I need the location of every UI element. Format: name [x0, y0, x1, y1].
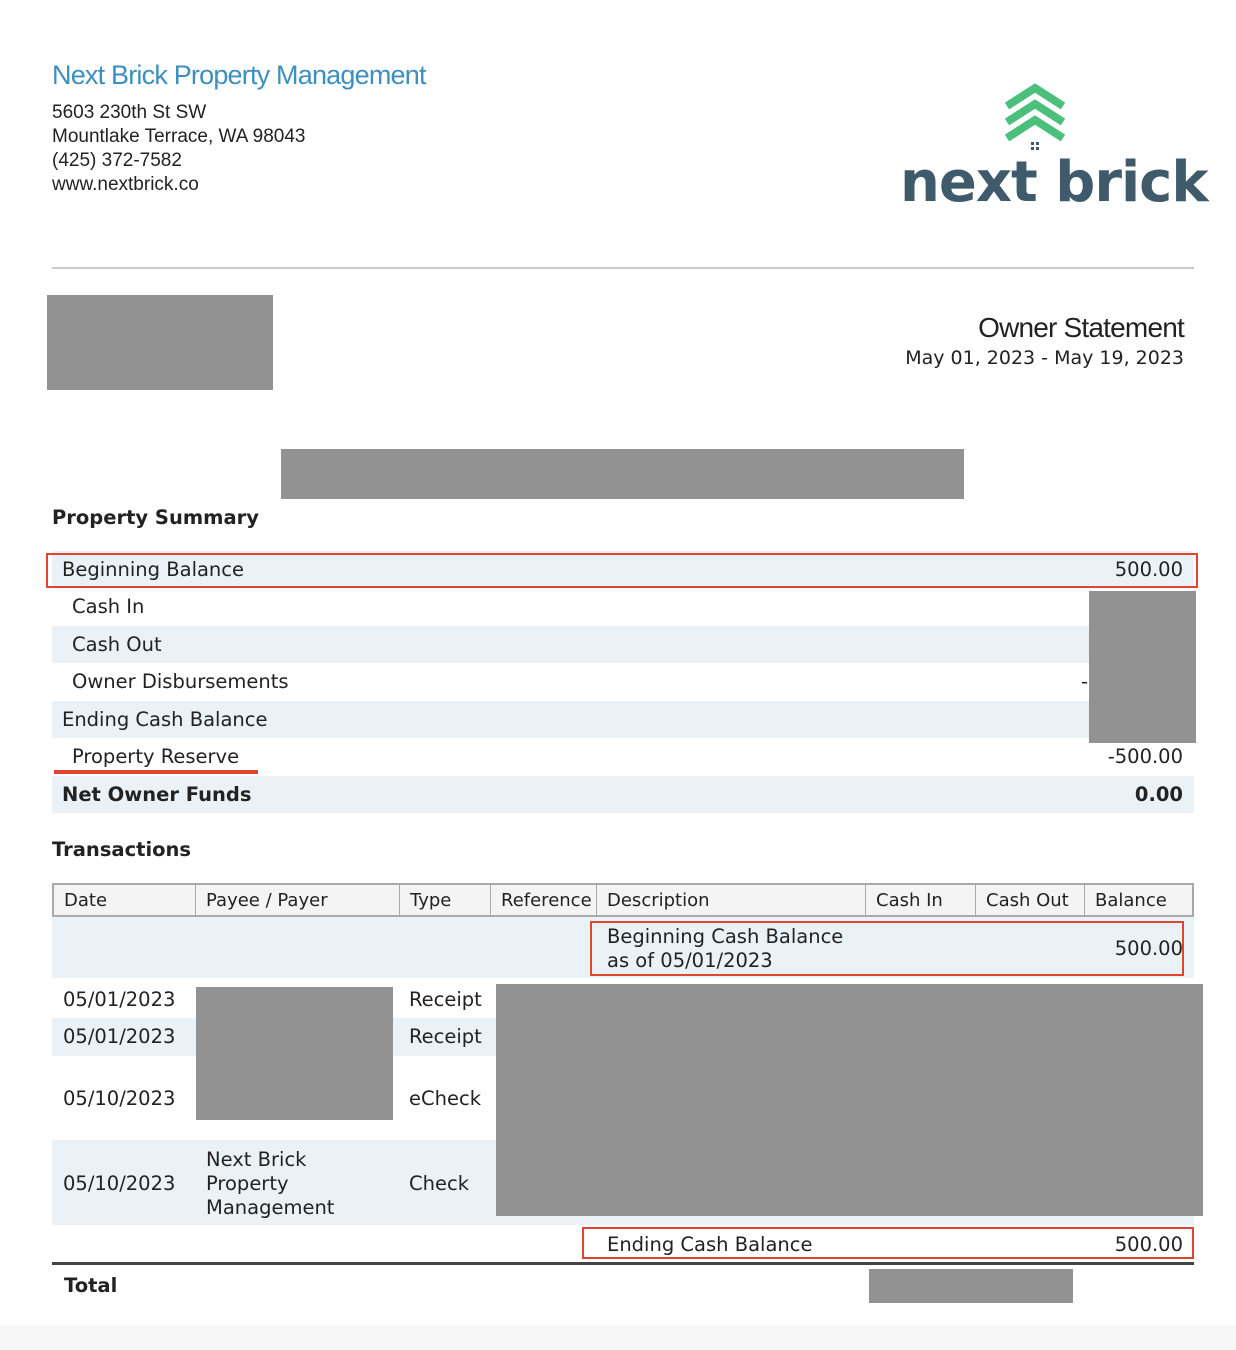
transactions-table-header: [52, 883, 1194, 917]
column-header-date: Date: [54, 885, 196, 915]
summary-row-cash-in: [52, 588, 1194, 625]
summary-label: Net Owner Funds: [62, 783, 252, 806]
total-label: Total: [64, 1274, 118, 1297]
header-divider: [52, 267, 1194, 269]
column-header-type: Type: [400, 885, 491, 915]
redacted-owner-info: [47, 295, 273, 390]
address-line-1: 5603 230th St SW: [52, 102, 207, 123]
summary-label: Cash In: [72, 595, 145, 618]
company-name: Next Brick Property Management: [52, 60, 426, 90]
summary-row-cash-out: [52, 626, 1194, 663]
property-summary-title: Property Summary: [52, 506, 259, 529]
redacted-payee-names: [196, 987, 393, 1120]
summary-label: Property Reserve: [72, 745, 240, 768]
statement-title: Owner Statement: [978, 312, 1184, 343]
column-header-reference: Reference: [491, 885, 597, 915]
transaction-date: 05/01/2023: [63, 1025, 176, 1048]
highlight-box-beginning-balance: [46, 553, 1198, 588]
ending-balance-value: 500.00: [1114, 1233, 1183, 1256]
transaction-type: eCheck: [409, 1087, 481, 1110]
redacted-transaction-details: [496, 984, 1203, 1216]
statement-date-range: May 01, 2023 - May 19, 2023: [905, 347, 1184, 369]
company-phone: (425) 372-7582: [52, 150, 182, 171]
column-header-cash-in: Cash In: [866, 885, 976, 915]
summary-row-ending-cash-balance: [52, 701, 1194, 738]
summary-label: Owner Disbursements: [72, 670, 289, 693]
summary-label: Ending Cash Balance: [62, 708, 268, 731]
logo-wordmark: next brick: [900, 150, 1208, 215]
column-header-payee: Payee / Payer: [196, 885, 400, 915]
transaction-date: 05/01/2023: [63, 988, 176, 1011]
redacted-total-values: [869, 1269, 1073, 1303]
transaction-payee-line3: Management: [206, 1196, 335, 1219]
beginning-description-line1: Beginning Cash Balance: [607, 925, 844, 948]
column-header-description: Description: [597, 885, 866, 915]
transaction-payee-line1: Next Brick: [206, 1148, 307, 1171]
ending-description: Ending Cash Balance: [607, 1233, 813, 1256]
summary-row-net-owner-funds: [52, 776, 1194, 813]
summary-row-owner-disbursements: Owner Disbursements -: [72, 670, 1088, 693]
transaction-type: Receipt: [409, 988, 482, 1011]
highlight-box-beginning-cash-balance: [590, 921, 1184, 976]
total-divider: [52, 1262, 1194, 1265]
column-header-balance: Balance: [1095, 890, 1167, 911]
transactions-title: Transactions: [52, 838, 192, 861]
summary-value: 500.00: [1114, 558, 1183, 581]
summary-value: -500.00: [1107, 745, 1183, 768]
transaction-date: 05/10/2023: [63, 1172, 176, 1195]
redacted-summary-values: [1089, 591, 1196, 743]
beginning-description-line2: as of 05/01/2023: [607, 949, 773, 972]
highlight-underline-property-reserve: [54, 770, 258, 774]
transaction-date: 05/10/2023: [63, 1087, 176, 1110]
transaction-type: Receipt: [409, 1025, 482, 1048]
company-website: www.nextbrick.co: [52, 174, 199, 195]
page-bottom-margin: [0, 1325, 1236, 1350]
summary-label: Cash Out: [72, 633, 162, 656]
address-line-2: Mountlake Terrace, WA 98043: [52, 126, 306, 147]
summary-label: Beginning Balance: [62, 558, 245, 581]
beginning-balance-value: 500.00: [1114, 937, 1183, 960]
highlight-box-ending-cash-balance: [582, 1227, 1194, 1259]
transaction-payee-line2: Property: [206, 1172, 289, 1195]
transaction-type: Check: [409, 1172, 469, 1195]
logo-chevron-icon: [995, 82, 1075, 154]
column-header-cash-out: Cash Out: [976, 885, 1085, 915]
summary-value: 0.00: [1134, 783, 1183, 806]
redacted-property-name: [281, 449, 964, 499]
